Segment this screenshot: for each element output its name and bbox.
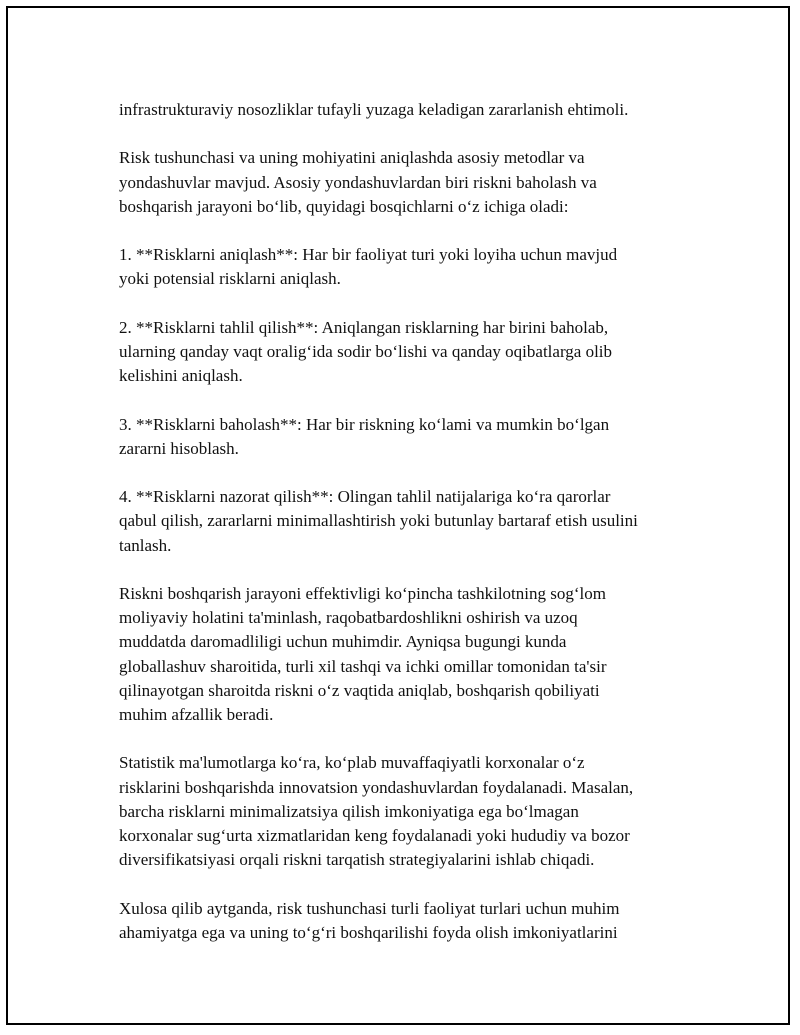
- text-line: korxonalar sug‘urta xizmatlaridan keng foydalanadi yoki hududiy va bozor: [119, 825, 630, 845]
- text-line: Risk tushunchasi va uning mohiyatini aniqlashda asosiy metodlar va: [119, 148, 585, 168]
- paragraph-2: [119, 146, 699, 219]
- text-line: zararni hisoblash.: [119, 438, 239, 458]
- text-line: Xulosa qilib aytganda, risk tushunchasi turli faoliyat turlari uchun muhim: [119, 898, 620, 918]
- text-line: risklarini boshqarishda innovatsion yondashuvlardan foydalanadi. Masalan,: [119, 777, 634, 797]
- list-item-2: [119, 316, 699, 389]
- text-line: kelishini aniqlash.: [119, 366, 243, 386]
- list-item-4: [119, 485, 699, 558]
- text-line: 2. **Risklarni tahlil qilish**: Aniqlangan risklarning har birini baholab,: [119, 317, 609, 337]
- page-frame: [6, 6, 790, 1025]
- document-body: [119, 98, 699, 969]
- text-line: yondashuvlar mavjud. Asosiy yondashuvlardan biri riskni baholash va: [119, 172, 597, 192]
- text-line: ularning qanday vaqt oralig‘ida sodir bo‘lishi va qanday oqibatlarga olib: [119, 341, 613, 361]
- text-line: 1. **Risklarni aniqlash**: Har bir faoliyat turi yoki loyiha uchun mavjud: [119, 245, 618, 265]
- text-line: globallashuv sharoitida, turli xil tashqi va ichki omillar tomonidan ta'sir: [119, 656, 607, 676]
- paragraph-3: [119, 582, 699, 727]
- text-line: boshqarish jarayoni bo‘lib, quyidagi bosqichlarni o‘z ichiga oladi:: [119, 196, 569, 216]
- list-item-3: [119, 413, 699, 461]
- text-line: yoki potensial risklarni aniqlash.: [119, 269, 341, 289]
- paragraph-4: [119, 751, 699, 872]
- text-line: qilinayotgan sharoitda riskni o‘z vaqtida aniqlab, boshqarish qobiliyati: [119, 680, 600, 700]
- text-line: barcha risklarni minimalizatsiya qilish imkoniyatiga ega bo‘lmagan: [119, 801, 579, 821]
- list-item-1: [119, 243, 699, 291]
- text-line: qabul qilish, zararlarni minimallashtirish yoki butunlay bartaraf etish usulini: [119, 511, 638, 531]
- text-line: tanlash.: [119, 535, 172, 555]
- paragraph-1: [119, 98, 699, 122]
- text-line: Riskni boshqarish jarayoni effektivligi ko‘pincha tashkilotning sog‘lom: [119, 583, 606, 603]
- text-line: muhim afzallik beradi.: [119, 704, 274, 724]
- text-line: muddatda daromadliligi uchun muhimdir. Ayniqsa bugungi kunda: [119, 632, 567, 652]
- text-line: ahamiyatga ega va uning to‘g‘ri boshqarilishi foyda olish imkoniyatlarini: [119, 922, 618, 942]
- paragraph-5: [119, 897, 699, 945]
- text-line: infrastrukturaviy nosozliklar tufayli yuzaga keladigan zararlanish ehtimoli.: [119, 100, 629, 119]
- text-line: 4. **Risklarni nazorat qilish**: Olingan tahlil natijalariga ko‘ra qarorlar: [119, 487, 611, 507]
- text-line: diversifikatsiyasi orqali riskni tarqatish strategiyalarini ishlab chiqadi.: [119, 850, 595, 870]
- text-line: Statistik ma'lumotlarga ko‘ra, ko‘plab muvaffaqiyatli korxonalar o‘z: [119, 753, 585, 773]
- text-line: moliyaviy holatini ta'minlash, raqobatbardoshlikni oshirish va uzoq: [119, 608, 578, 628]
- text-line: 3. **Risklarni baholash**: Har bir riskning ko‘lami va mumkin bo‘lgan: [119, 414, 610, 434]
